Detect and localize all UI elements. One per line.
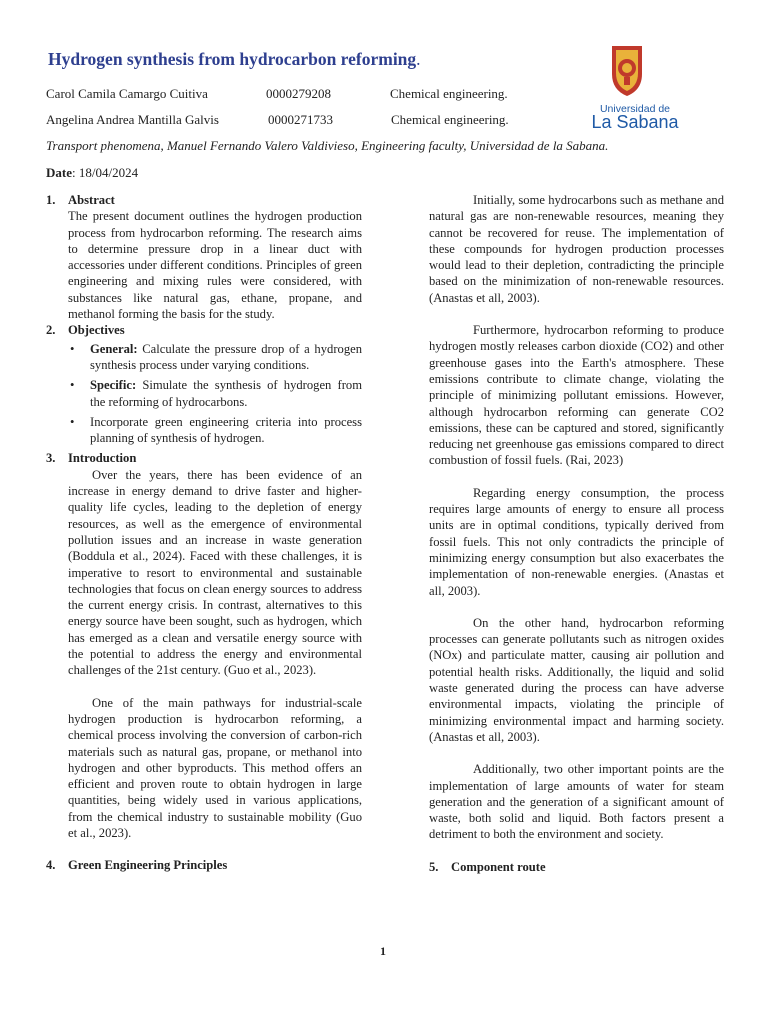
section-number: 5. xyxy=(429,859,439,874)
green-paragraph-4: On the other hand, hydrocarbon reforming processes can generate pollutants such as nitrogen oxides (NOx) and particulate matter, causing air pollution and potential health risks. Additionally, the liquid and solid waste generated during the process can have adverse environmental impacts, violating the principle of minimizing environmental impact and harming society. (Anastas et all, 2003). xyxy=(429,615,724,744)
paper-title xyxy=(48,49,421,70)
section-number: 3. xyxy=(46,451,56,466)
objective-specific xyxy=(68,377,362,410)
section-abstract-heading xyxy=(46,192,362,208)
objective-general xyxy=(68,341,362,374)
section-component-route-heading xyxy=(429,859,724,875)
logo-line1: Universidad de xyxy=(599,103,671,115)
objective-text: Incorporate green engineering criteria into process planning of synthesis of hydrogen. xyxy=(90,414,362,446)
green-paragraph-3: Regarding energy consumption, the process requires large amounts of energy to ensure all process units are in optimal conditions, typically derived from fossil fuels. This not only contradicts the principle of minimizing energy consumption but also exacerbates the implementation of non-renewable energies. (Anastas et all, 2003). xyxy=(429,485,724,598)
author-name: Carol Camila Camargo Cuitiva xyxy=(46,86,208,101)
section-green-principles-heading xyxy=(46,857,362,873)
page-number: 1 xyxy=(380,944,386,958)
section-title: Objectives xyxy=(68,323,125,338)
section-number: 1. xyxy=(46,193,56,207)
objective-label: Specific: xyxy=(90,378,137,393)
bullet-icon: • xyxy=(70,378,75,393)
affiliation: Transport phenomena, Manuel Fernando Valero Valdivieso, Engineering faculty, Universidad de la Sabana. xyxy=(46,138,609,153)
date-value: : 18/04/2024 xyxy=(72,165,139,180)
abstract-text: The present document outlines the hydrogen production process from hydrocarbon reforming. The research aims to determine pressure drop in a linear duct with accessories under different conditions. Principles of green engineering and mixing rules were considered, with substances like natural gas, ethane, propane, and methanol forming the basis for the study. xyxy=(68,209,362,322)
bullet-icon: • xyxy=(70,341,75,356)
section-introduction-heading xyxy=(46,450,362,466)
section-title: Introduction xyxy=(68,451,137,466)
date-label: Date xyxy=(46,165,72,180)
intro-paragraph-1: Over the years, there has been evidence of an increase in energy demand to drive faster and higher-quality life cycles, leading to the depletion of energy resources, as well as the emergence of environmental pollution issues and an increase in waste generation (Boddula et al., 2024). Faced with these challenges, it is imperative to resort to environmental and sustainable technologies that focus on clean energy sources to address the current energy crisis. In contrast, alternatives to this energy source have been sought, such as hydrogen, which has emerged as a clean and versatile energy source with the potential to address the energy and environmental challenges of the 21st century. (Guo et al., 2023). xyxy=(68,467,362,678)
left-column xyxy=(46,192,362,874)
section-title: Green Engineering Principles xyxy=(68,858,228,873)
paper-title-text: Hydrogen synthesis from hydrocarbon reforming xyxy=(48,49,417,69)
green-paragraph-5: Additionally, two other important points are the implementation of large amounts of water for steam generation and the generation of a significant amount of waste, both solid and liquid. Both factors present a detriment to both the environment and society. xyxy=(429,762,724,842)
logo-line2: La Sabana xyxy=(591,112,679,130)
section-objectives-heading xyxy=(46,322,362,338)
author-program: Chemical engineering. xyxy=(390,86,508,101)
green-paragraph-2: Furthermore, hydrocarbon reforming to produce hydrogen mostly releases carbon dioxide (CO2) and other greenhouse gases into the Earth's atmosphere. These emissions contribute to climate change, violating the principle of minimizing pollutant emissions. However, although hydrocarbon reforming can generate CO2 emissions, these can be captured and stored, significantly reducing net greenhouse gas emissions compared to direct combustion of fossil fuels. (Rai, 2023) xyxy=(429,323,724,468)
section-number: 4. xyxy=(46,858,56,873)
university-logo xyxy=(590,44,680,130)
objective-text: Simulate the synthesis of hydrogen from the reforming of hydrocarbons. xyxy=(90,378,362,409)
right-column xyxy=(429,192,724,875)
section-number: 2. xyxy=(46,323,56,338)
objective-text: Calculate the pressure drop of a hydrogen synthesis process under varying conditions. xyxy=(90,341,362,372)
title-period: . xyxy=(416,49,421,69)
objective-green xyxy=(68,414,362,447)
author-name: Angelina Andrea Mantilla Galvis xyxy=(46,112,219,127)
author-id: 0000271733 xyxy=(268,112,333,127)
author-program: Chemical engineering. xyxy=(391,112,509,127)
bullet-icon: • xyxy=(70,414,75,429)
shield-icon xyxy=(590,44,680,130)
date-line xyxy=(46,165,138,181)
objective-label: General: xyxy=(90,341,138,356)
section-title: Abstract xyxy=(68,193,115,207)
author-id: 0000279208 xyxy=(266,86,331,101)
section-title: Component route xyxy=(451,859,546,874)
green-paragraph-1: Initially, some hydrocarbons such as methane and natural gas are non-renewable resources, meaning they cannot be recovered for reuse. The implementation of these compounds for hydrogen production processes would lead to their depletion, contradicting the principle based on the minimization of non-renewable resources. (Anastas et all, 2003). xyxy=(429,193,724,305)
intro-paragraph-2: One of the main pathways for industrial-scale hydrogen production is hydrocarbon reforming, a chemical process involving the conversion of carbon-rich materials such as natural gas, propane, or methanol into hydrogen and other byproducts. This method offers an efficient and proven route to obtain hydrogen in large quantities, being widely used in various applications, from the chemical industry to sustainable mobility (Guo et al., 2023). xyxy=(68,695,362,840)
